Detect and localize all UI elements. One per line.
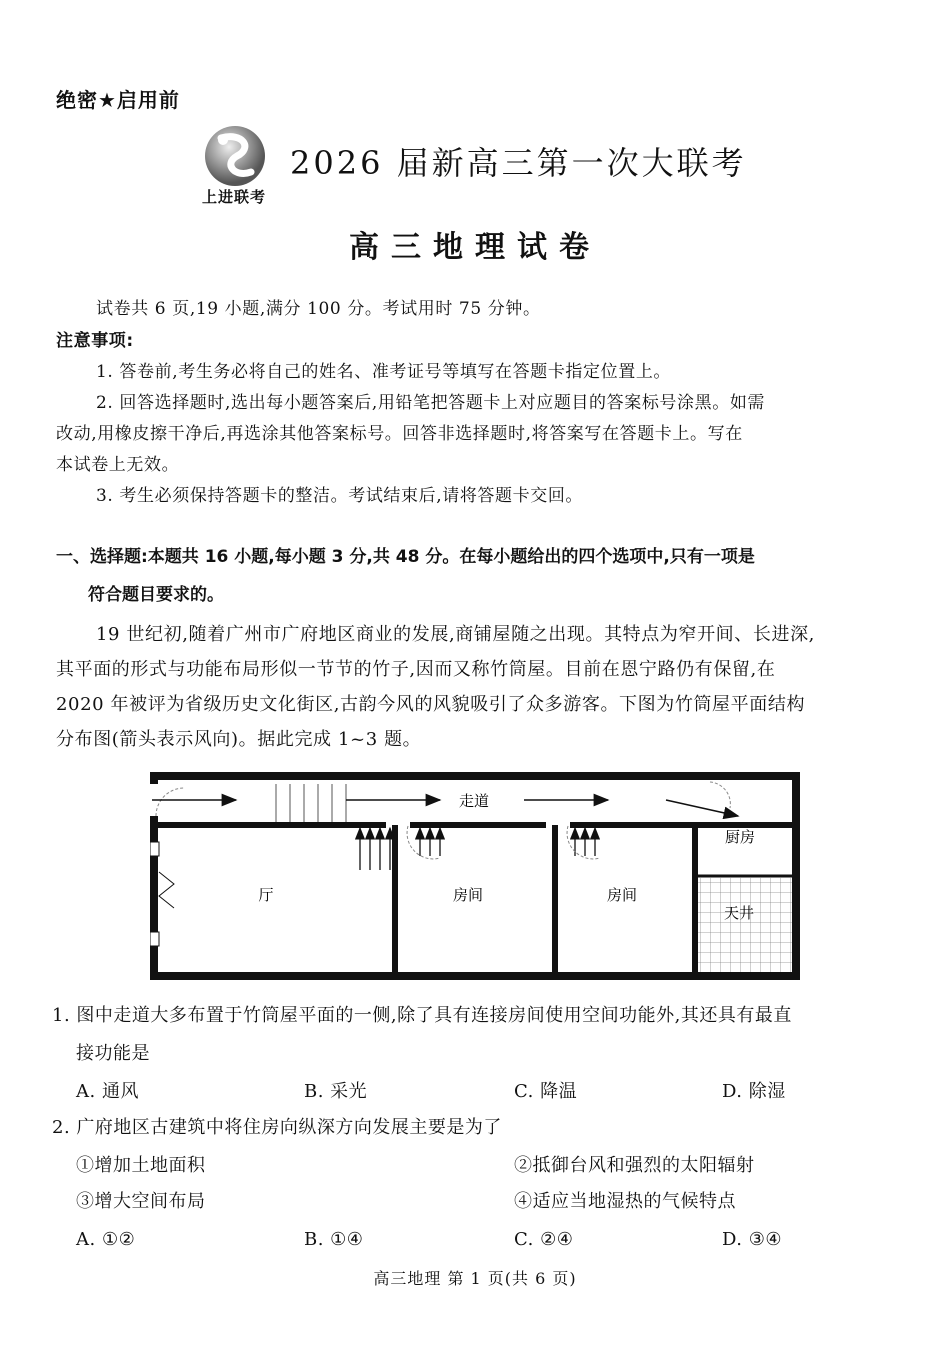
secret-label: 绝密★启用前 — [56, 88, 180, 112]
statement-item: ①增加土地面积 — [76, 1155, 206, 1176]
question-stem-cont: 接功能是 — [76, 1043, 150, 1064]
option-a[interactable]: A. ①② — [76, 1229, 136, 1250]
section-heading: 一、选择题:本题共 16 小题,每小题 3 分,共 48 分。在每小题给出的四个选项中,只有一项是 — [56, 547, 755, 567]
notes-heading: 注意事项: — [56, 331, 134, 351]
statement-item: ④适应当地湿热的气候特点 — [514, 1191, 736, 1212]
question-stem: 1. 图中走道大多布置于竹筒屋平面的一侧,除了具有连接房间使用空间功能外,其还具有最直 — [52, 1005, 792, 1026]
kitchen-label: 厨房 — [724, 828, 756, 846]
statement-item: ③增大空间布局 — [76, 1191, 206, 1212]
exam-title: 2026 届新高三第一次大联考 — [290, 144, 747, 182]
page-footer: 高三地理 第 1 页(共 6 页) — [373, 1269, 577, 1288]
passage-line: 分布图(箭头表示风向)。据此完成 1~3 题。 — [56, 729, 422, 750]
intro-text: 试卷共 6 页,19 小题,满分 100 分。考试用时 75 分钟。 — [96, 299, 541, 319]
option-b[interactable]: B. ①④ — [304, 1229, 364, 1250]
statement-item: ②抵御台风和强烈的太阳辐射 — [514, 1155, 755, 1176]
option-d[interactable]: D. 除湿 — [722, 1081, 786, 1102]
note-item: 1. 答卷前,考生务必将自己的姓名、准考证号等填写在答题卡指定位置上。 — [96, 362, 672, 382]
section-heading-cont: 符合题目要求的。 — [88, 585, 224, 605]
note-item: 2. 回答选择题时,选出每小题答案后,用铅笔把答题卡上对应题目的答案标号涂黑。如需 — [96, 393, 766, 413]
option-a[interactable]: A. 通风 — [76, 1081, 139, 1102]
logo-text: 上进联考 — [201, 188, 266, 206]
floor-plan-diagram — [150, 772, 800, 980]
option-c[interactable]: C. 降温 — [514, 1081, 578, 1102]
passage-line: 其平面的形式与功能布局形似一节节的竹子,因而又称竹筒屋。目前在恩宁路仍有保留,在 — [56, 659, 776, 680]
question-stem: 2. 广府地区古建筑中将住房向纵深方向发展主要是为了 — [52, 1117, 502, 1138]
option-d[interactable]: D. ③④ — [722, 1229, 783, 1250]
room-label: 房间 — [452, 886, 484, 904]
room-label: 房间 — [606, 886, 638, 904]
passage-line: 2020 年被评为省级历史文化街区,古韵今风的风貌吸引了众多游客。下图为竹筒屋平面结构 — [56, 694, 806, 715]
note-item-cont: 改动,用橡皮擦干净后,再选涂其他答案标号。回答非选择题时,将答案写在答题卡上。写在 — [56, 424, 743, 444]
courtyard-label: 天井 — [723, 904, 755, 922]
hall-label: 厅 — [258, 886, 274, 904]
corridor-label: 走道 — [458, 792, 490, 810]
note-item: 3. 考生必须保持答题卡的整洁。考试结束后,请将答题卡交回。 — [96, 486, 584, 506]
option-c[interactable]: C. ②④ — [514, 1229, 574, 1250]
option-b[interactable]: B. 采光 — [304, 1081, 368, 1102]
passage-line: 19 世纪初,随着广州市广府地区商业的发展,商铺屋随之出现。其特点为窄开间、长进深, — [96, 624, 815, 645]
note-item-cont: 本试卷上无效。 — [56, 455, 180, 475]
subject-title: 高三地理试卷 — [349, 230, 601, 265]
